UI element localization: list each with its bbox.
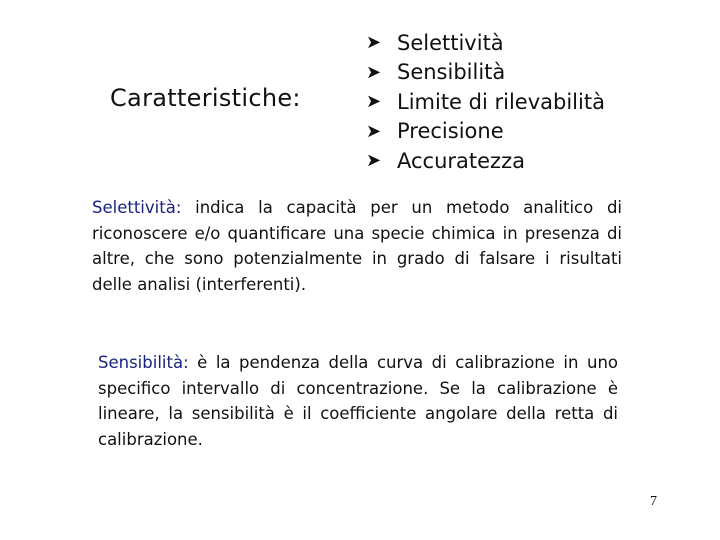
characteristics-list — [366, 28, 605, 176]
selectivity-definition — [92, 195, 622, 297]
sensitivity-definition — [98, 350, 618, 452]
definition-text: indica la capacità per un metodo analitico di riconoscere e/o quantificare una specie chimica in presenza di altre, che sono potenzialmente in grado di falsare i risultati delle analisi (interferenti). — [92, 198, 622, 294]
arrow-bullet-icon: ➤ — [366, 61, 382, 83]
list-item — [366, 146, 605, 176]
slide-title: Caratteristiche: — [110, 84, 301, 112]
definition-term: Sensibilità: — [98, 353, 189, 372]
arrow-bullet-icon: ➤ — [366, 32, 382, 54]
list-item-label: Precisione — [397, 119, 504, 144]
definition-text: è la pendenza della curva di calibrazione in uno specifico intervallo di concentrazione. Se la calibrazione è lineare, la sensibilità è il coefficiente angolare della retta di calibrazione. — [98, 353, 618, 449]
list-item-label: Sensibilità — [397, 60, 506, 85]
definition-term: Selettività: — [92, 198, 182, 217]
arrow-bullet-icon: ➤ — [366, 150, 382, 172]
list-item-label: Selettività — [397, 30, 504, 55]
arrow-bullet-icon: ➤ — [366, 120, 382, 142]
list-item — [366, 58, 605, 88]
list-item — [366, 87, 605, 117]
list-item — [366, 28, 605, 58]
list-item-label: Accuratezza — [397, 148, 525, 173]
arrow-bullet-icon: ➤ — [366, 91, 382, 113]
list-item — [366, 117, 605, 147]
list-item-label: Limite di rilevabilità — [397, 89, 605, 114]
page-number: 7 — [650, 494, 657, 509]
